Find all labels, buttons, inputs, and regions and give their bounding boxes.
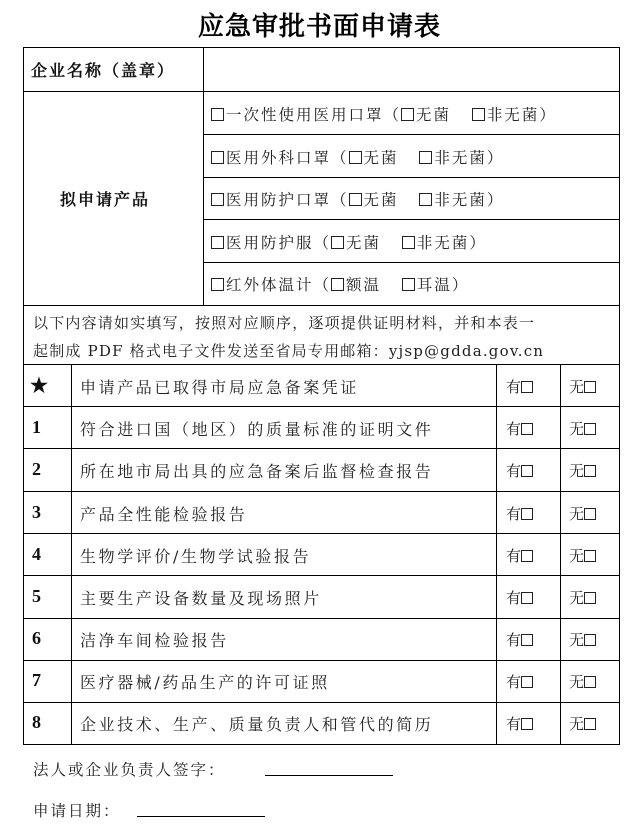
checklist-item-text: 医疗器械/药品生产的许可证照 bbox=[80, 673, 330, 692]
product-checkbox[interactable] bbox=[211, 193, 224, 206]
product-checkbox[interactable] bbox=[211, 151, 224, 164]
yes-option[interactable]: 有 bbox=[506, 503, 535, 524]
no-checkbox[interactable] bbox=[584, 592, 596, 604]
divider bbox=[203, 262, 620, 263]
no-option[interactable]: 无 bbox=[569, 629, 598, 650]
no-option[interactable]: 无 bbox=[569, 418, 598, 439]
no-checkbox[interactable] bbox=[584, 718, 596, 730]
item-number: 5 bbox=[32, 586, 41, 606]
no-option[interactable]: 无 bbox=[569, 503, 598, 524]
checklist-item-text: 企业技术、生产、质量负责人和管代的简历 bbox=[80, 715, 434, 734]
item-number: 6 bbox=[32, 628, 41, 648]
yes-option[interactable]: 有 bbox=[506, 376, 535, 397]
company-name-label: 企业名称（盖章） bbox=[31, 61, 176, 80]
yes-checkbox[interactable] bbox=[521, 676, 533, 688]
yes-checkbox[interactable] bbox=[521, 423, 533, 435]
yes-option[interactable]: 有 bbox=[506, 418, 535, 439]
notice-line-2: 起制成 PDF 格式电子文件发送至省局专用邮箱：yjsp@gdda.gov.cn bbox=[33, 342, 545, 360]
row-divider bbox=[23, 533, 620, 534]
ear-checkbox[interactable] bbox=[402, 278, 415, 291]
form-title: 应急审批书面申请表 bbox=[197, 12, 441, 42]
item-number: 2 bbox=[32, 459, 41, 479]
divider bbox=[203, 134, 620, 135]
no-option[interactable]: 无 bbox=[569, 545, 598, 566]
signature-label: 法人或企业负责人签字： bbox=[33, 761, 226, 779]
divider bbox=[23, 305, 620, 306]
checklist-item-text: 符合进口国（地区）的质量标准的证明文件 bbox=[80, 420, 434, 439]
no-checkbox[interactable] bbox=[584, 676, 596, 688]
yes-checkbox[interactable] bbox=[521, 465, 533, 477]
forehead-checkbox[interactable] bbox=[331, 278, 344, 291]
item-number: 1 bbox=[32, 417, 41, 437]
col-divider bbox=[496, 364, 497, 745]
product-option-infrared-thermometer: 红外体温计（ 额温 耳温） bbox=[211, 273, 469, 295]
non-sterile-checkbox[interactable] bbox=[402, 236, 415, 249]
sterile-checkbox[interactable] bbox=[349, 193, 362, 206]
yes-option[interactable]: 有 bbox=[506, 713, 535, 734]
no-option[interactable]: 无 bbox=[569, 713, 598, 734]
no-checkbox[interactable] bbox=[584, 465, 596, 477]
no-checkbox[interactable] bbox=[584, 550, 596, 562]
product-checkbox[interactable] bbox=[211, 108, 224, 121]
item-number: 3 bbox=[32, 502, 41, 522]
header-col-divider bbox=[203, 47, 204, 305]
product-option-disposable-mask: 一次性使用医用口罩（ 无菌 非无菌） bbox=[211, 103, 557, 125]
sterile-checkbox[interactable] bbox=[331, 236, 344, 249]
no-option[interactable]: 无 bbox=[569, 671, 598, 692]
product-option-protective-suit: 医用防护服（ 无菌 非无菌） bbox=[211, 231, 487, 253]
item-number: 8 bbox=[32, 712, 41, 732]
sterile-checkbox[interactable] bbox=[349, 151, 362, 164]
no-checkbox[interactable] bbox=[584, 634, 596, 646]
yes-option[interactable]: 有 bbox=[506, 671, 535, 692]
row-divider bbox=[23, 575, 620, 576]
divider bbox=[203, 177, 620, 178]
sterile-checkbox[interactable] bbox=[401, 108, 414, 121]
checklist-item-text: 产品全性能检验报告 bbox=[80, 505, 248, 524]
notice-line-1: 以下内容请如实填写，按照对应顺序，逐项提供证明材料，并和本表一 bbox=[33, 314, 536, 332]
product-option-surgical-mask: 医用外科口罩（ 无菌 非无菌） bbox=[211, 146, 504, 168]
row-divider bbox=[23, 448, 620, 449]
no-option[interactable]: 无 bbox=[569, 587, 598, 608]
item-number: 7 bbox=[32, 670, 41, 690]
checklist-item-text: 生物学评价/生物学试验报告 bbox=[80, 547, 312, 566]
yes-option[interactable]: 有 bbox=[506, 460, 535, 481]
col-divider bbox=[71, 364, 72, 745]
date-label: 申请日期： bbox=[33, 802, 121, 820]
products-label: 拟申请产品 bbox=[60, 190, 151, 209]
yes-option[interactable]: 有 bbox=[506, 545, 535, 566]
non-sterile-checkbox[interactable] bbox=[472, 108, 485, 121]
col-divider bbox=[560, 364, 561, 745]
company-name-field[interactable] bbox=[205, 49, 618, 90]
divider bbox=[203, 219, 620, 220]
yes-option[interactable]: 有 bbox=[506, 587, 535, 608]
no-checkbox[interactable] bbox=[584, 381, 596, 393]
no-option[interactable]: 无 bbox=[569, 376, 598, 397]
star-icon: ★ bbox=[30, 375, 48, 397]
non-sterile-checkbox[interactable] bbox=[419, 193, 432, 206]
date-field[interactable] bbox=[137, 816, 265, 817]
no-option[interactable]: 无 bbox=[569, 460, 598, 481]
checklist-item-text: 主要生产设备数量及现场照片 bbox=[80, 589, 322, 608]
yes-checkbox[interactable] bbox=[521, 592, 533, 604]
yes-checkbox[interactable] bbox=[521, 634, 533, 646]
checklist-item-text: 所在地市局出具的应急备案后监督检查报告 bbox=[80, 462, 434, 481]
item-number: 4 bbox=[32, 544, 41, 564]
yes-checkbox[interactable] bbox=[521, 550, 533, 562]
checklist-item-text: 洁净车间检验报告 bbox=[80, 631, 229, 650]
non-sterile-checkbox[interactable] bbox=[419, 151, 432, 164]
product-checkbox[interactable] bbox=[211, 236, 224, 249]
signature-field[interactable] bbox=[265, 775, 393, 776]
yes-checkbox[interactable] bbox=[521, 508, 533, 520]
divider bbox=[23, 91, 620, 92]
no-checkbox[interactable] bbox=[584, 423, 596, 435]
row-divider bbox=[23, 491, 620, 492]
product-option-protective-mask: 医用防护口罩（ 无菌 非无菌） bbox=[211, 188, 504, 210]
row-divider bbox=[23, 406, 620, 407]
yes-checkbox[interactable] bbox=[521, 381, 533, 393]
yes-checkbox[interactable] bbox=[521, 718, 533, 730]
no-checkbox[interactable] bbox=[584, 508, 596, 520]
yes-option[interactable]: 有 bbox=[506, 629, 535, 650]
product-checkbox[interactable] bbox=[211, 278, 224, 291]
row-divider bbox=[23, 660, 620, 661]
row-divider bbox=[23, 702, 620, 703]
row-divider bbox=[23, 618, 620, 619]
checklist-item-text: 申请产品已取得市局应急备案凭证 bbox=[80, 378, 360, 397]
